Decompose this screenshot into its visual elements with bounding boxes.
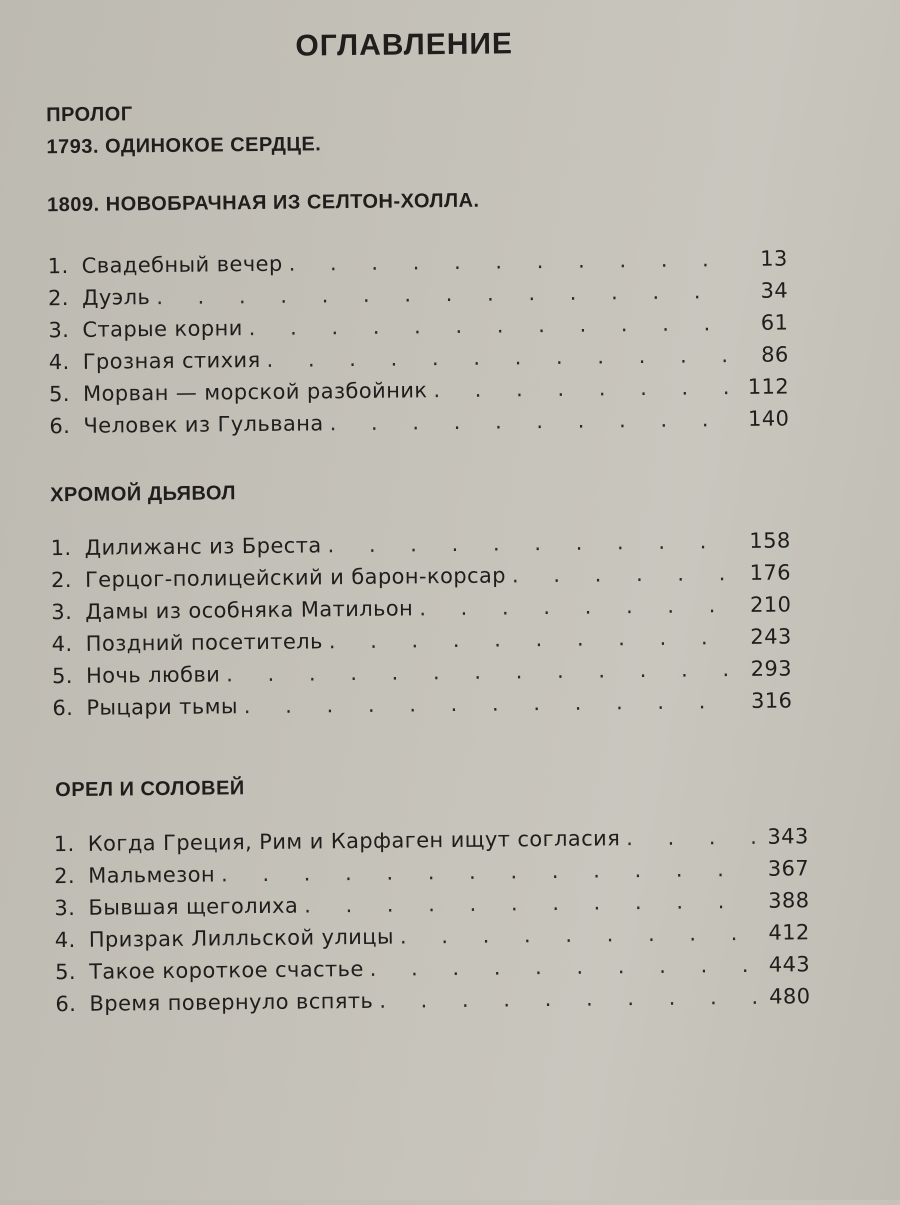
entry-number: 3. xyxy=(51,599,73,625)
entry-title: Дилижанс из Бреста xyxy=(84,533,322,560)
leader-dots xyxy=(226,657,738,686)
part-0-heading: 1793. ОДИНОКОЕ СЕРДЦЕ. xyxy=(46,133,322,159)
leader-dots xyxy=(156,279,734,309)
entry-page: 34 xyxy=(760,278,789,303)
part-1-list xyxy=(48,246,790,446)
entry-page: 158 xyxy=(749,528,791,553)
entry-number: 1. xyxy=(50,535,72,561)
entry-title: Мальмезон xyxy=(87,862,216,888)
entry-title: Человек из Гульвана xyxy=(83,411,324,438)
entry-page: 443 xyxy=(768,952,811,977)
leader-dots xyxy=(327,529,736,557)
entry-page: 293 xyxy=(750,656,793,681)
entry-number: 5. xyxy=(51,663,74,689)
entry-title: Призрак Лилльской улицы xyxy=(88,924,395,952)
entry-title: Когда Греция, Рим и Карфаген ищут согласия xyxy=(87,826,621,856)
page-title: ОГЛАВЛЕНИЕ xyxy=(295,27,514,63)
entry-number: 4. xyxy=(48,349,70,375)
leader-dots xyxy=(249,311,735,340)
entry-number: 2. xyxy=(47,285,70,311)
leader-dots xyxy=(379,985,756,1013)
leader-dots xyxy=(221,857,755,887)
leader-dots xyxy=(329,625,738,653)
entry-page: 480 xyxy=(769,984,811,1009)
leader-dots xyxy=(512,561,737,587)
entry-number: 5. xyxy=(48,381,71,407)
toc-entry xyxy=(52,688,792,728)
leader-dots xyxy=(626,825,755,850)
entry-number: 3. xyxy=(54,895,76,921)
entry-title: Бывшая щеголиха xyxy=(88,893,299,920)
entry-page: 112 xyxy=(747,374,790,399)
entry-page: 343 xyxy=(767,824,809,849)
entry-number: 6. xyxy=(55,991,77,1017)
entry-title: Герцог-полицейский и барон-корсар xyxy=(84,563,507,592)
entry-title: Рыцари тьмы xyxy=(86,694,238,720)
entry-number: 2. xyxy=(50,567,72,593)
entry-title: Поздний посетитель xyxy=(85,629,323,656)
entry-page: 412 xyxy=(768,920,810,945)
entry-page: 86 xyxy=(761,342,789,367)
part-2-heading: ХРОМОЙ ДЬЯВОЛ xyxy=(50,482,237,507)
entry-number: 4. xyxy=(54,927,76,953)
entry-title: Ночь любви xyxy=(85,662,221,688)
prologue-heading: ПРОЛОГ xyxy=(46,103,133,127)
entry-page: 388 xyxy=(768,888,810,913)
entry-page: 367 xyxy=(767,856,810,881)
entry-number: 5. xyxy=(55,959,77,985)
entry-title: Такое короткое счастье xyxy=(89,956,364,984)
entry-title: Морван — морской разбойник xyxy=(82,378,428,406)
entry-title: Время повернуло вспять xyxy=(89,988,374,1016)
entry-title: Свадебный вечер xyxy=(81,251,283,278)
leader-dots xyxy=(304,889,756,918)
leader-dots xyxy=(329,407,735,435)
leader-dots xyxy=(419,593,737,620)
entry-page: 316 xyxy=(750,688,793,713)
entry-number: 1. xyxy=(53,831,75,857)
part-3-heading: ОРЕЛ И СОЛОВЕЙ xyxy=(55,777,245,802)
entry-title: Дамы из особняка Матильон xyxy=(85,596,414,624)
part-2-list xyxy=(51,528,793,728)
entry-page: 140 xyxy=(747,406,790,431)
entry-title: Старые корни xyxy=(82,316,243,342)
entry-page: 176 xyxy=(749,560,792,585)
leader-dots xyxy=(400,921,756,949)
entry-title: Грозная стихия xyxy=(82,347,261,374)
leader-dots xyxy=(433,375,735,402)
entry-number: 1. xyxy=(47,253,69,279)
leader-dots xyxy=(370,953,757,981)
entry-page: 61 xyxy=(760,310,789,335)
entry-number: 2. xyxy=(54,863,76,889)
leader-dots xyxy=(244,689,739,718)
leader-dots xyxy=(288,247,733,276)
entry-page: 13 xyxy=(760,246,788,271)
entry-number: 6. xyxy=(52,695,74,721)
part-1-heading: 1809. НОВОБРАЧНАЯ ИЗ СЕЛТОН-ХОЛЛА. xyxy=(46,189,480,217)
entry-number: 4. xyxy=(51,631,73,657)
entry-number: 3. xyxy=(48,317,70,343)
part-3-list xyxy=(54,824,811,1024)
toc-entry xyxy=(49,406,789,446)
toc-entry xyxy=(55,984,810,1024)
entry-number: 6. xyxy=(49,413,71,439)
entry-page: 243 xyxy=(750,624,792,649)
leader-dots xyxy=(266,343,734,372)
entry-page: 210 xyxy=(749,592,792,617)
entry-title: Дуэль xyxy=(81,285,151,310)
